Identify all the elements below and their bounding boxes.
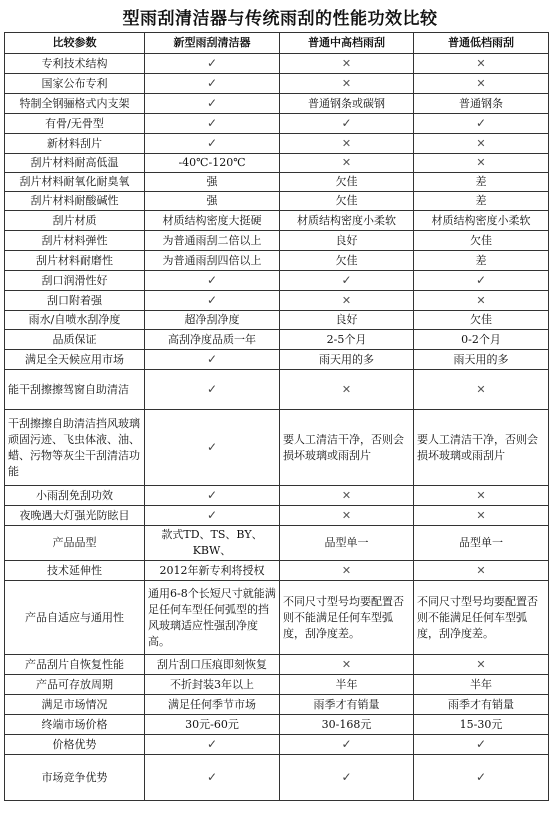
cell-text: 雨天用的多 xyxy=(319,352,374,366)
comparison-table xyxy=(4,32,549,801)
table-row xyxy=(5,192,549,211)
check-icon: ✓ xyxy=(341,273,352,287)
header-row xyxy=(5,33,549,54)
cell-mid-high-wiper xyxy=(280,114,414,134)
cell-text: 刮片刮口压痕即刻恢复 xyxy=(157,657,267,671)
cross-icon: ✕ xyxy=(341,488,352,502)
cell-low-wiper xyxy=(414,526,549,561)
check-icon: ✓ xyxy=(206,382,218,396)
cell-param xyxy=(5,410,145,486)
cell-text: 差 xyxy=(475,194,487,207)
cross-icon: ✕ xyxy=(476,56,486,70)
table-row xyxy=(5,561,549,581)
cell-new-wiper xyxy=(145,715,280,735)
cell-text: 雨季才有销量 xyxy=(448,697,514,711)
table-row xyxy=(5,54,549,74)
cell-text: 良好 xyxy=(335,313,358,326)
cell-low-wiper xyxy=(414,94,549,114)
cell-text: 半年 xyxy=(470,677,492,691)
cross-icon: ✕ xyxy=(476,657,486,671)
check-icon: ✓ xyxy=(341,737,352,751)
cell-low-wiper xyxy=(414,251,549,271)
cell-text: 有骨/无骨型 xyxy=(45,116,104,130)
cell-text: 0-2个月 xyxy=(461,332,501,346)
cell-text: 2-5个月 xyxy=(326,332,367,346)
check-icon: ✓ xyxy=(206,352,218,366)
table-row xyxy=(5,370,549,410)
cell-new-wiper xyxy=(145,231,280,251)
page-title: 型雨刮清洁器与传统雨刮的性能功效比较 xyxy=(122,9,438,29)
cell-param xyxy=(5,370,145,410)
cell-text: 2012年新专利将授权 xyxy=(159,563,265,577)
check-icon: ✓ xyxy=(475,116,487,130)
cell-text: 价格优势 xyxy=(52,737,97,751)
cell-low-wiper xyxy=(414,410,549,486)
table-row xyxy=(5,486,549,506)
cell-low-wiper xyxy=(414,211,549,231)
cell-text: 满足全天候应用市场 xyxy=(25,352,124,366)
cell-param xyxy=(5,755,145,801)
cell-low-wiper xyxy=(414,311,549,330)
cell-param xyxy=(5,291,145,311)
cross-icon: ✕ xyxy=(476,76,486,90)
cell-text: 小雨刮免刮功效 xyxy=(36,488,113,502)
cell-text: 产品品型 xyxy=(52,536,97,549)
cell-new-wiper xyxy=(145,675,280,695)
cell-mid-high-wiper xyxy=(280,271,414,291)
cell-new-wiper xyxy=(145,192,280,211)
cross-icon: ✕ xyxy=(476,293,486,307)
table-body xyxy=(5,54,549,801)
cell-text: 强 xyxy=(206,194,218,207)
cell-new-wiper xyxy=(145,755,280,801)
cross-icon: ✕ xyxy=(341,563,352,577)
cell-text: 欠佳 xyxy=(470,313,492,326)
cell-text: 强 xyxy=(206,175,218,188)
check-icon: ✓ xyxy=(475,770,487,784)
cell-param xyxy=(5,54,145,74)
cell-low-wiper xyxy=(414,655,549,675)
cell-text: 良好 xyxy=(335,233,358,247)
cell-text: 干刮擦擦自助清洁挡风玻璃顽固污迹、飞虫体液、油、蜡、污物等灰尘干刮清洁功能 xyxy=(8,416,140,478)
column-header-param: 比较参数 xyxy=(5,33,145,54)
cell-new-wiper xyxy=(145,211,280,231)
cell-text: 雨水/自喷水刮净度 xyxy=(28,313,121,326)
column-header-low-wiper: 普通低档雨刮 xyxy=(414,33,549,54)
check-icon: ✓ xyxy=(341,770,352,784)
cell-new-wiper xyxy=(145,526,280,561)
cell-new-wiper xyxy=(145,735,280,755)
cell-mid-high-wiper xyxy=(280,526,414,561)
cell-low-wiper xyxy=(414,114,549,134)
cell-param xyxy=(5,134,145,154)
cell-low-wiper xyxy=(414,695,549,715)
cell-new-wiper xyxy=(145,561,280,581)
table-row xyxy=(5,291,549,311)
table-row xyxy=(5,506,549,526)
cell-text: 专利技术结构 xyxy=(41,56,108,70)
cell-low-wiper xyxy=(414,486,549,506)
cell-text: 满足任何季节市场 xyxy=(168,697,256,711)
cell-mid-high-wiper xyxy=(280,715,414,735)
cell-param xyxy=(5,251,145,271)
table-row xyxy=(5,114,549,134)
cell-text: 终端市场价格 xyxy=(41,717,108,731)
cell-text: 刮片材料弹性 xyxy=(41,233,108,247)
cell-new-wiper xyxy=(145,291,280,311)
cell-text: 欠佳 xyxy=(470,233,492,247)
cell-text: 品型单一 xyxy=(459,536,503,549)
cell-text: 产品自适应与通用性 xyxy=(25,610,124,624)
cell-mid-high-wiper xyxy=(280,350,414,370)
cell-param xyxy=(5,715,145,735)
table-row xyxy=(5,134,549,154)
cell-mid-high-wiper xyxy=(280,370,414,410)
cell-low-wiper xyxy=(414,755,549,801)
table-row xyxy=(5,755,549,801)
cell-text: 超净刮净度 xyxy=(184,313,240,326)
cell-text: 款式TD、TS、BY、KBW、 xyxy=(161,528,263,557)
table-row xyxy=(5,735,549,755)
cell-mid-high-wiper xyxy=(280,330,414,350)
cell-low-wiper xyxy=(414,581,549,655)
cross-icon: ✕ xyxy=(341,136,352,150)
cell-new-wiper xyxy=(145,271,280,291)
cell-text: 刮口润滑性好 xyxy=(41,273,108,287)
cell-new-wiper xyxy=(145,74,280,94)
cross-icon: ✕ xyxy=(341,293,352,307)
cell-low-wiper xyxy=(414,134,549,154)
cell-param xyxy=(5,74,145,94)
cell-mid-high-wiper xyxy=(280,675,414,695)
cell-text: 特制全钢骊格式内支架 xyxy=(19,96,130,110)
cell-param xyxy=(5,695,145,715)
cell-text: -40℃-120℃ xyxy=(178,156,246,169)
cell-text: 普通钢条或碳钢 xyxy=(308,96,385,110)
cell-new-wiper xyxy=(145,410,280,486)
cell-param xyxy=(5,486,145,506)
cell-mid-high-wiper xyxy=(280,173,414,192)
cell-text: 材质结构密度小柔软 xyxy=(297,213,396,227)
cell-new-wiper xyxy=(145,173,280,192)
cell-mid-high-wiper xyxy=(280,94,414,114)
cross-icon: ✕ xyxy=(476,156,486,169)
table-row xyxy=(5,350,549,370)
cell-param xyxy=(5,350,145,370)
table-row xyxy=(5,675,549,695)
cell-text: 高刮净度品质一年 xyxy=(168,332,256,346)
cell-text: 刮口附着强 xyxy=(47,293,102,307)
table-row xyxy=(5,330,549,350)
cell-low-wiper xyxy=(414,192,549,211)
cell-mid-high-wiper xyxy=(280,655,414,675)
cell-mid-high-wiper xyxy=(280,74,414,94)
check-icon: ✓ xyxy=(206,96,218,110)
cell-param xyxy=(5,94,145,114)
check-icon: ✓ xyxy=(206,116,218,130)
cell-low-wiper xyxy=(414,271,549,291)
cell-low-wiper xyxy=(414,74,549,94)
table-row xyxy=(5,715,549,735)
cell-new-wiper xyxy=(145,94,280,114)
cell-text: 雨季才有销量 xyxy=(313,697,380,711)
cell-text: 30-168元 xyxy=(321,717,372,731)
cell-text: 欠佳 xyxy=(335,175,358,188)
cell-low-wiper xyxy=(414,506,549,526)
cell-text: 30元-60元 xyxy=(185,717,239,731)
cell-text: 差 xyxy=(475,175,487,188)
cell-text: 雨天用的多 xyxy=(453,352,509,366)
cell-mid-high-wiper xyxy=(280,54,414,74)
cell-new-wiper xyxy=(145,251,280,271)
table-row xyxy=(5,526,549,561)
cell-low-wiper xyxy=(414,154,549,173)
cell-mid-high-wiper xyxy=(280,134,414,154)
cell-low-wiper xyxy=(414,330,549,350)
check-icon: ✓ xyxy=(341,116,352,130)
table-row xyxy=(5,231,549,251)
cell-new-wiper xyxy=(145,370,280,410)
cell-param xyxy=(5,173,145,192)
cell-text: 不折封装3年以上 xyxy=(170,677,254,691)
table-row xyxy=(5,74,549,94)
cell-text: 夜晚遇大灯强光防眩目 xyxy=(19,508,130,522)
cell-mid-high-wiper xyxy=(280,291,414,311)
cell-text: 刮片材料耐磨性 xyxy=(36,253,113,267)
check-icon: ✓ xyxy=(206,76,218,90)
check-icon: ✓ xyxy=(475,273,487,287)
cell-text: 刮片材料耐酸碱性 xyxy=(30,194,119,207)
cross-icon: ✕ xyxy=(341,156,352,169)
cell-text: 技术延伸性 xyxy=(47,563,102,577)
cell-mid-high-wiper xyxy=(280,735,414,755)
cell-text: 通用6-8个长短尺寸就能满足任何车型任何弧型的挡风玻璃适应性强刮净度高。 xyxy=(148,586,276,648)
cell-mid-high-wiper xyxy=(280,561,414,581)
table-row xyxy=(5,581,549,655)
cell-param xyxy=(5,271,145,291)
cell-param xyxy=(5,330,145,350)
check-icon: ✓ xyxy=(206,770,218,784)
check-icon: ✓ xyxy=(206,488,218,502)
cell-param xyxy=(5,192,145,211)
cross-icon: ✕ xyxy=(341,657,352,671)
cross-icon: ✕ xyxy=(476,136,486,150)
cell-new-wiper xyxy=(145,114,280,134)
cell-new-wiper xyxy=(145,506,280,526)
cell-low-wiper xyxy=(414,715,549,735)
cross-icon: ✕ xyxy=(341,508,352,522)
cross-icon: ✕ xyxy=(341,56,352,70)
table-row xyxy=(5,173,549,192)
cell-text: 要人工清洁干净，否则会损坏玻璃或雨刮片 xyxy=(417,432,538,462)
cell-mid-high-wiper xyxy=(280,311,414,330)
cell-low-wiper xyxy=(414,173,549,192)
check-icon: ✓ xyxy=(206,273,218,287)
cell-new-wiper xyxy=(145,154,280,173)
table-row xyxy=(5,655,549,675)
cell-mid-high-wiper xyxy=(280,211,414,231)
check-icon: ✓ xyxy=(206,508,218,522)
cell-param xyxy=(5,561,145,581)
cell-low-wiper xyxy=(414,370,549,410)
cell-text: 不同尺寸型号均要配置否则不能满足任何车型弧度，刮净度差。 xyxy=(417,594,538,640)
cell-text: 为普通雨刮二倍以上 xyxy=(162,233,262,247)
cell-new-wiper xyxy=(145,695,280,715)
cell-new-wiper xyxy=(145,54,280,74)
cell-new-wiper xyxy=(145,311,280,330)
table-row xyxy=(5,94,549,114)
table-row xyxy=(5,271,549,291)
cell-low-wiper xyxy=(414,291,549,311)
cell-param xyxy=(5,655,145,675)
cell-param xyxy=(5,526,145,561)
check-icon: ✓ xyxy=(206,737,218,751)
table-row xyxy=(5,410,549,486)
cell-param xyxy=(5,154,145,173)
cell-text: 刮片材料耐高低温 xyxy=(30,156,119,169)
cell-text: 刮片材质 xyxy=(52,213,97,227)
cell-text: 满足市场情况 xyxy=(41,697,108,711)
cell-text: 15-30元 xyxy=(459,717,503,731)
table-row xyxy=(5,251,549,271)
table-row xyxy=(5,154,549,173)
cell-param xyxy=(5,311,145,330)
cell-mid-high-wiper xyxy=(280,251,414,271)
cell-text: 普通钢条 xyxy=(459,96,503,110)
cell-text: 差 xyxy=(475,253,487,267)
table-row xyxy=(5,695,549,715)
cell-new-wiper xyxy=(145,581,280,655)
cell-low-wiper xyxy=(414,54,549,74)
cell-low-wiper xyxy=(414,231,549,251)
cross-icon: ✕ xyxy=(341,76,352,90)
cell-param xyxy=(5,735,145,755)
cell-text: 为普通雨刮四倍以上 xyxy=(162,253,262,267)
cell-text: 新材料刮片 xyxy=(47,136,102,150)
cell-text: 产品刮片自恢复性能 xyxy=(25,657,124,671)
cell-low-wiper xyxy=(414,735,549,755)
cell-mid-high-wiper xyxy=(280,581,414,655)
cell-new-wiper xyxy=(145,655,280,675)
check-icon: ✓ xyxy=(475,737,487,751)
cell-new-wiper xyxy=(145,350,280,370)
cross-icon: ✕ xyxy=(476,508,486,522)
column-header-mid-high-wiper: 普通中高档雨刮 xyxy=(280,33,414,54)
cell-text: 品质保证 xyxy=(52,332,97,346)
cell-text: 材质结构密度大挺硬 xyxy=(162,213,262,227)
cell-new-wiper xyxy=(145,330,280,350)
cell-text: 产品可存放周期 xyxy=(36,677,113,691)
cell-text: 品型单一 xyxy=(324,536,369,549)
cell-param xyxy=(5,581,145,655)
cell-text: 刮片材料耐氧化耐臭氧 xyxy=(19,175,130,188)
cell-param xyxy=(5,675,145,695)
cell-mid-high-wiper xyxy=(280,154,414,173)
cell-mid-high-wiper xyxy=(280,231,414,251)
cross-icon: ✕ xyxy=(341,382,352,396)
cell-text: 国家公布专利 xyxy=(41,76,108,90)
cell-mid-high-wiper xyxy=(280,506,414,526)
cell-mid-high-wiper xyxy=(280,192,414,211)
cell-mid-high-wiper xyxy=(280,486,414,506)
table-row xyxy=(5,211,549,231)
cell-text: 市场竞争优势 xyxy=(41,770,108,784)
cell-mid-high-wiper xyxy=(280,410,414,486)
cell-low-wiper xyxy=(414,675,549,695)
check-icon: ✓ xyxy=(206,293,218,307)
cell-param xyxy=(5,506,145,526)
cell-text: 要人工清洁干净，否则会损坏玻璃或雨刮片 xyxy=(283,432,404,462)
cell-text: 欠佳 xyxy=(335,253,358,267)
cell-new-wiper xyxy=(145,134,280,154)
cross-icon: ✕ xyxy=(476,488,486,502)
check-icon: ✓ xyxy=(206,440,218,454)
column-header-new-wiper: 新型雨刮清洁器 xyxy=(145,33,280,54)
cell-low-wiper xyxy=(414,350,549,370)
cell-param xyxy=(5,114,145,134)
cell-new-wiper xyxy=(145,486,280,506)
cross-icon: ✕ xyxy=(476,382,486,396)
check-icon: ✓ xyxy=(206,56,218,70)
cell-mid-high-wiper xyxy=(280,755,414,801)
cell-text: 能干刮擦擦驾窗自助清洁 xyxy=(8,382,129,396)
cell-text: 不同尺寸型号均要配置否则不能满足任何车型弧度，刮净度差。 xyxy=(283,594,404,640)
cell-text: 材质结构密度小柔软 xyxy=(431,213,531,227)
cell-text: 欠佳 xyxy=(335,194,358,207)
table-row xyxy=(5,311,549,330)
cell-param xyxy=(5,211,145,231)
cell-low-wiper xyxy=(414,561,549,581)
cell-text: 半年 xyxy=(335,677,358,691)
cross-icon: ✕ xyxy=(476,563,486,577)
cell-param xyxy=(5,231,145,251)
cell-mid-high-wiper xyxy=(280,695,414,715)
check-icon: ✓ xyxy=(206,136,218,150)
